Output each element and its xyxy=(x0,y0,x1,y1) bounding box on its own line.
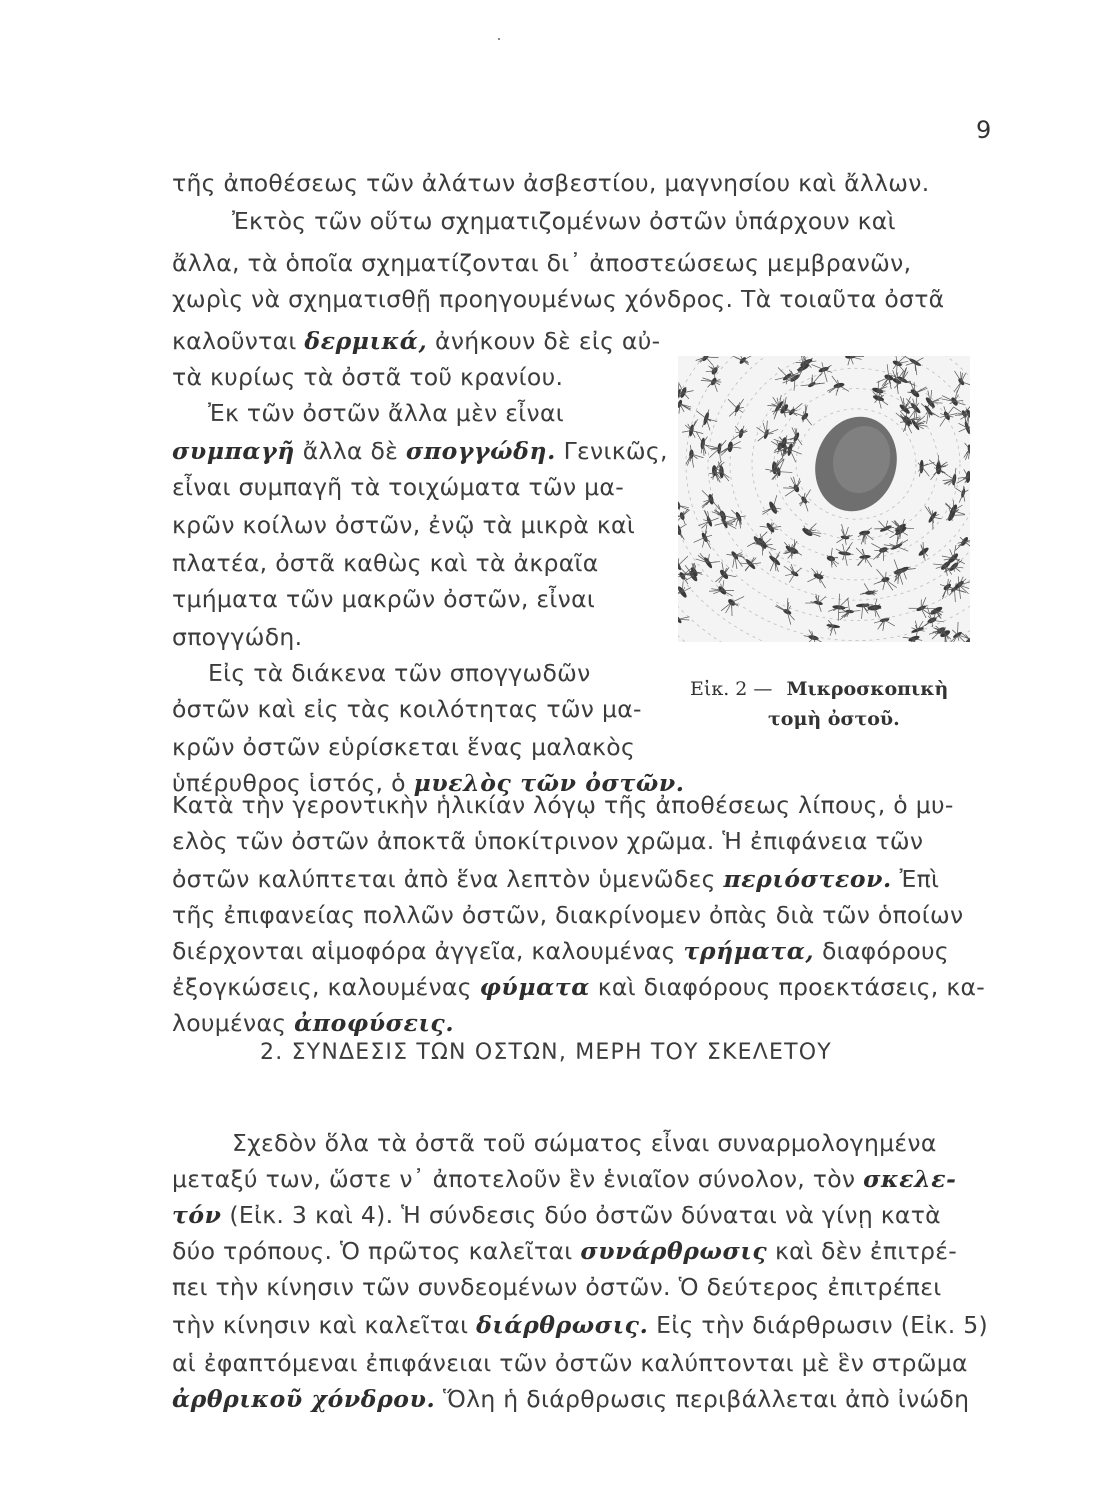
text-line xyxy=(172,510,635,540)
text-line xyxy=(172,622,302,652)
page-number: 9 xyxy=(976,116,992,144)
figure-caption-line-1 xyxy=(690,678,948,700)
text-segment: δύο τρόπους. Ὁ πρῶτος καλεῖται xyxy=(172,1237,581,1265)
text-segment: ὑπέρυθρος ἱστός, ὁ xyxy=(172,769,414,797)
text-segment: τῆς ἀποθέσεως τῶν ἀλάτων ἀσβεστίου, μαγνησίου καὶ ἄλλων. xyxy=(172,169,930,197)
text-segment: πλατέα, ὀστᾶ καθὼς καὶ τὰ ἀκραῖα xyxy=(172,549,599,577)
text-line xyxy=(232,206,896,236)
text-line xyxy=(172,694,642,724)
bone-micrograph-image xyxy=(678,356,970,642)
text-line xyxy=(172,1348,968,1378)
text-segment: τῆς ἐπιφανείας πολλῶν ὀστῶν, διακρίνομεν ὀπὰς διὰ τῶν ὁποίων xyxy=(172,901,964,929)
emphasized-term: τόν xyxy=(172,1201,222,1229)
text-segment: αἱ ἐφαπτόμεναι ἐπιφάνειαι τῶν ὀστῶν καλύπτονται μὲ ἓν στρῶμα xyxy=(172,1349,968,1377)
emphasized-term: σπογγώδη. xyxy=(405,437,556,465)
text-segment: εἶναι συμπαγῆ τὰ τοιχώματα τῶν μα- xyxy=(172,473,624,501)
text-line xyxy=(172,436,668,466)
text-segment: ὀστῶν καὶ εἰς τὰς κοιλότητας τῶν μα- xyxy=(172,695,642,723)
text-line xyxy=(208,398,564,428)
text-line xyxy=(172,936,949,966)
text-segment: ἀνήκουν δὲ εἰς αὐ- xyxy=(427,327,661,355)
text-segment: διαφόρους xyxy=(814,937,950,965)
text-line xyxy=(172,584,595,614)
text-line xyxy=(172,864,939,894)
emphasized-term: συνάρθρωσις xyxy=(580,1237,768,1265)
text-segment: σπογγώδη. xyxy=(172,623,303,651)
text-line xyxy=(172,900,963,930)
text-segment: Εἰς τὴν διάρθρωσιν (Εἰκ. 5) xyxy=(648,1311,988,1339)
text-segment: χωρὶς νὰ σχηματισθῇ προηγουμένως χόνδρος. Τὰ τοιαῦτα ὀστᾶ xyxy=(172,285,945,313)
figure-caption-title-2: τομὴ ὀστοῦ. xyxy=(768,708,900,730)
text-segment: Κατὰ τὴν γεροντικὴν ἡλικίαν λόγῳ τῆς ἀποθέσεως λίπους, ὁ μυ- xyxy=(172,791,954,819)
text-line xyxy=(172,1310,988,1340)
text-line xyxy=(172,1008,454,1038)
figure-caption-title: Μικροσκοπικὴ xyxy=(786,678,949,700)
text-line xyxy=(172,248,911,278)
text-segment: καὶ διαφόρους προεκτάσεις, κα- xyxy=(589,973,986,1001)
text-segment: διέρχονται αἱμοφόρα ἀγγεῖα, καλουμένας xyxy=(172,937,684,965)
text-line xyxy=(172,548,599,578)
text-segment: καὶ δὲν ἐπιτρέ- xyxy=(767,1237,958,1265)
text-line xyxy=(232,1128,937,1158)
emphasized-term: φύματα xyxy=(479,973,590,1001)
text-segment: τμήματα τῶν μακρῶν ὀστῶν, εἶναι xyxy=(172,585,596,613)
emphasized-term: διάρθρωσις. xyxy=(476,1311,649,1339)
text-segment: Γενικῶς, xyxy=(555,437,668,465)
text-line xyxy=(172,168,929,198)
emphasized-term: συμπαγῆ xyxy=(172,437,295,465)
text-line xyxy=(172,1384,969,1414)
emphasized-term: δερμικά, xyxy=(304,327,428,355)
text-line xyxy=(172,1236,957,1266)
emphasized-term: μυελὸς τῶν ὀστῶν. xyxy=(413,769,685,797)
text-segment: καλοῦνται xyxy=(172,327,305,355)
text-line xyxy=(172,826,923,856)
text-line xyxy=(172,326,660,356)
text-segment: ἄλλα, τὰ ὁποῖα σχηματίζονται δι᾽ ἀποστεώσεως μεμβρανῶν, xyxy=(172,249,912,277)
text-segment: ἐξογκώσεις, καλουμένας xyxy=(172,973,480,1001)
scan-speck xyxy=(498,38,500,40)
text-line xyxy=(172,972,985,1002)
text-segment: κρῶν κοίλων ὀστῶν, ἐνῷ τὰ μικρὰ καὶ xyxy=(172,511,636,539)
text-segment: τὴν κίνησιν καὶ καλεῖται xyxy=(172,1311,477,1339)
text-line xyxy=(208,658,591,688)
text-segment: (Εἰκ. 3 καὶ 4). Ἡ σύνδεσις δύο ὀστῶν δύναται νὰ γίνῃ κατὰ xyxy=(221,1201,941,1229)
text-segment: πει τὴν κίνησιν τῶν συνδεομένων ὀστῶν. Ὁ δεύτερος ἐπιτρέπει xyxy=(172,1273,942,1301)
section-heading: 2. ΣΥΝΔΕΣΙΣ ΤΩΝ ΟΣΤΩΝ, ΜΕΡΗ ΤΟΥ ΣΚΕΛΕΤΟΥ xyxy=(260,1040,832,1065)
text-segment: λουμένας xyxy=(172,1009,295,1037)
emphasized-term: σκελε- xyxy=(863,1165,957,1193)
emphasized-term: ἀρθρικοῦ χόνδρου. xyxy=(172,1385,436,1413)
text-segment: ελὸς τῶν ὀστῶν ἀποκτᾶ ὑποκίτρινον χρῶμα. Ἡ ἐπιφάνεια τῶν xyxy=(172,827,924,855)
text-segment: κρῶν ὀστῶν εὑρίσκεται ἕνας μαλακὸς xyxy=(172,733,636,761)
text-segment: Ἐκ τῶν ὀστῶν ἄλλα μὲν εἶναι xyxy=(208,399,564,427)
text-line xyxy=(172,790,954,820)
text-line xyxy=(172,732,635,762)
text-segment: Ἐπὶ xyxy=(891,865,940,893)
figure-bone-section xyxy=(678,356,970,642)
emphasized-term: περιόστεον. xyxy=(723,865,892,893)
text-segment: Ἐκτὸς τῶν οὕτω σχηματιζομένων ὀστῶν ὑπάρχουν καὶ xyxy=(232,207,896,235)
text-segment: μεταξύ των, ὥστε ν᾽ ἀποτελοῦν ἓν ἑνιαῖον σύνολον, τὸν xyxy=(172,1165,864,1193)
text-line xyxy=(172,1200,941,1230)
text-segment: Σχεδὸν ὅλα τὰ ὀστᾶ τοῦ σώματος εἶναι συναρμολογημένα xyxy=(232,1129,937,1157)
emphasized-term: ἀποφύσεις. xyxy=(294,1009,455,1037)
text-line xyxy=(172,362,563,392)
text-segment: Ὅλη ἡ διάρθρωσις περιβάλλεται ἀπὸ ἰνώδη xyxy=(435,1385,970,1413)
figure-caption-label: Εἰκ. 2 — xyxy=(690,678,773,700)
text-segment: ὀστῶν καλύπτεται ἀπὸ ἕνα λεπτὸν ὑμενῶδες xyxy=(172,865,724,893)
text-line xyxy=(172,1272,941,1302)
figure-caption-line-2 xyxy=(768,708,900,730)
text-line xyxy=(172,284,944,314)
text-segment: ἄλλα δὲ xyxy=(294,437,406,465)
text-segment: Εἰς τὰ διάκενα τῶν σπογγωδῶν xyxy=(208,659,591,687)
text-segment: τὰ κυρίως τὰ ὀστᾶ τοῦ κρανίου. xyxy=(172,363,564,391)
emphasized-term: τρήματα, xyxy=(683,937,815,965)
text-line xyxy=(172,1164,956,1194)
text-line xyxy=(172,472,624,502)
